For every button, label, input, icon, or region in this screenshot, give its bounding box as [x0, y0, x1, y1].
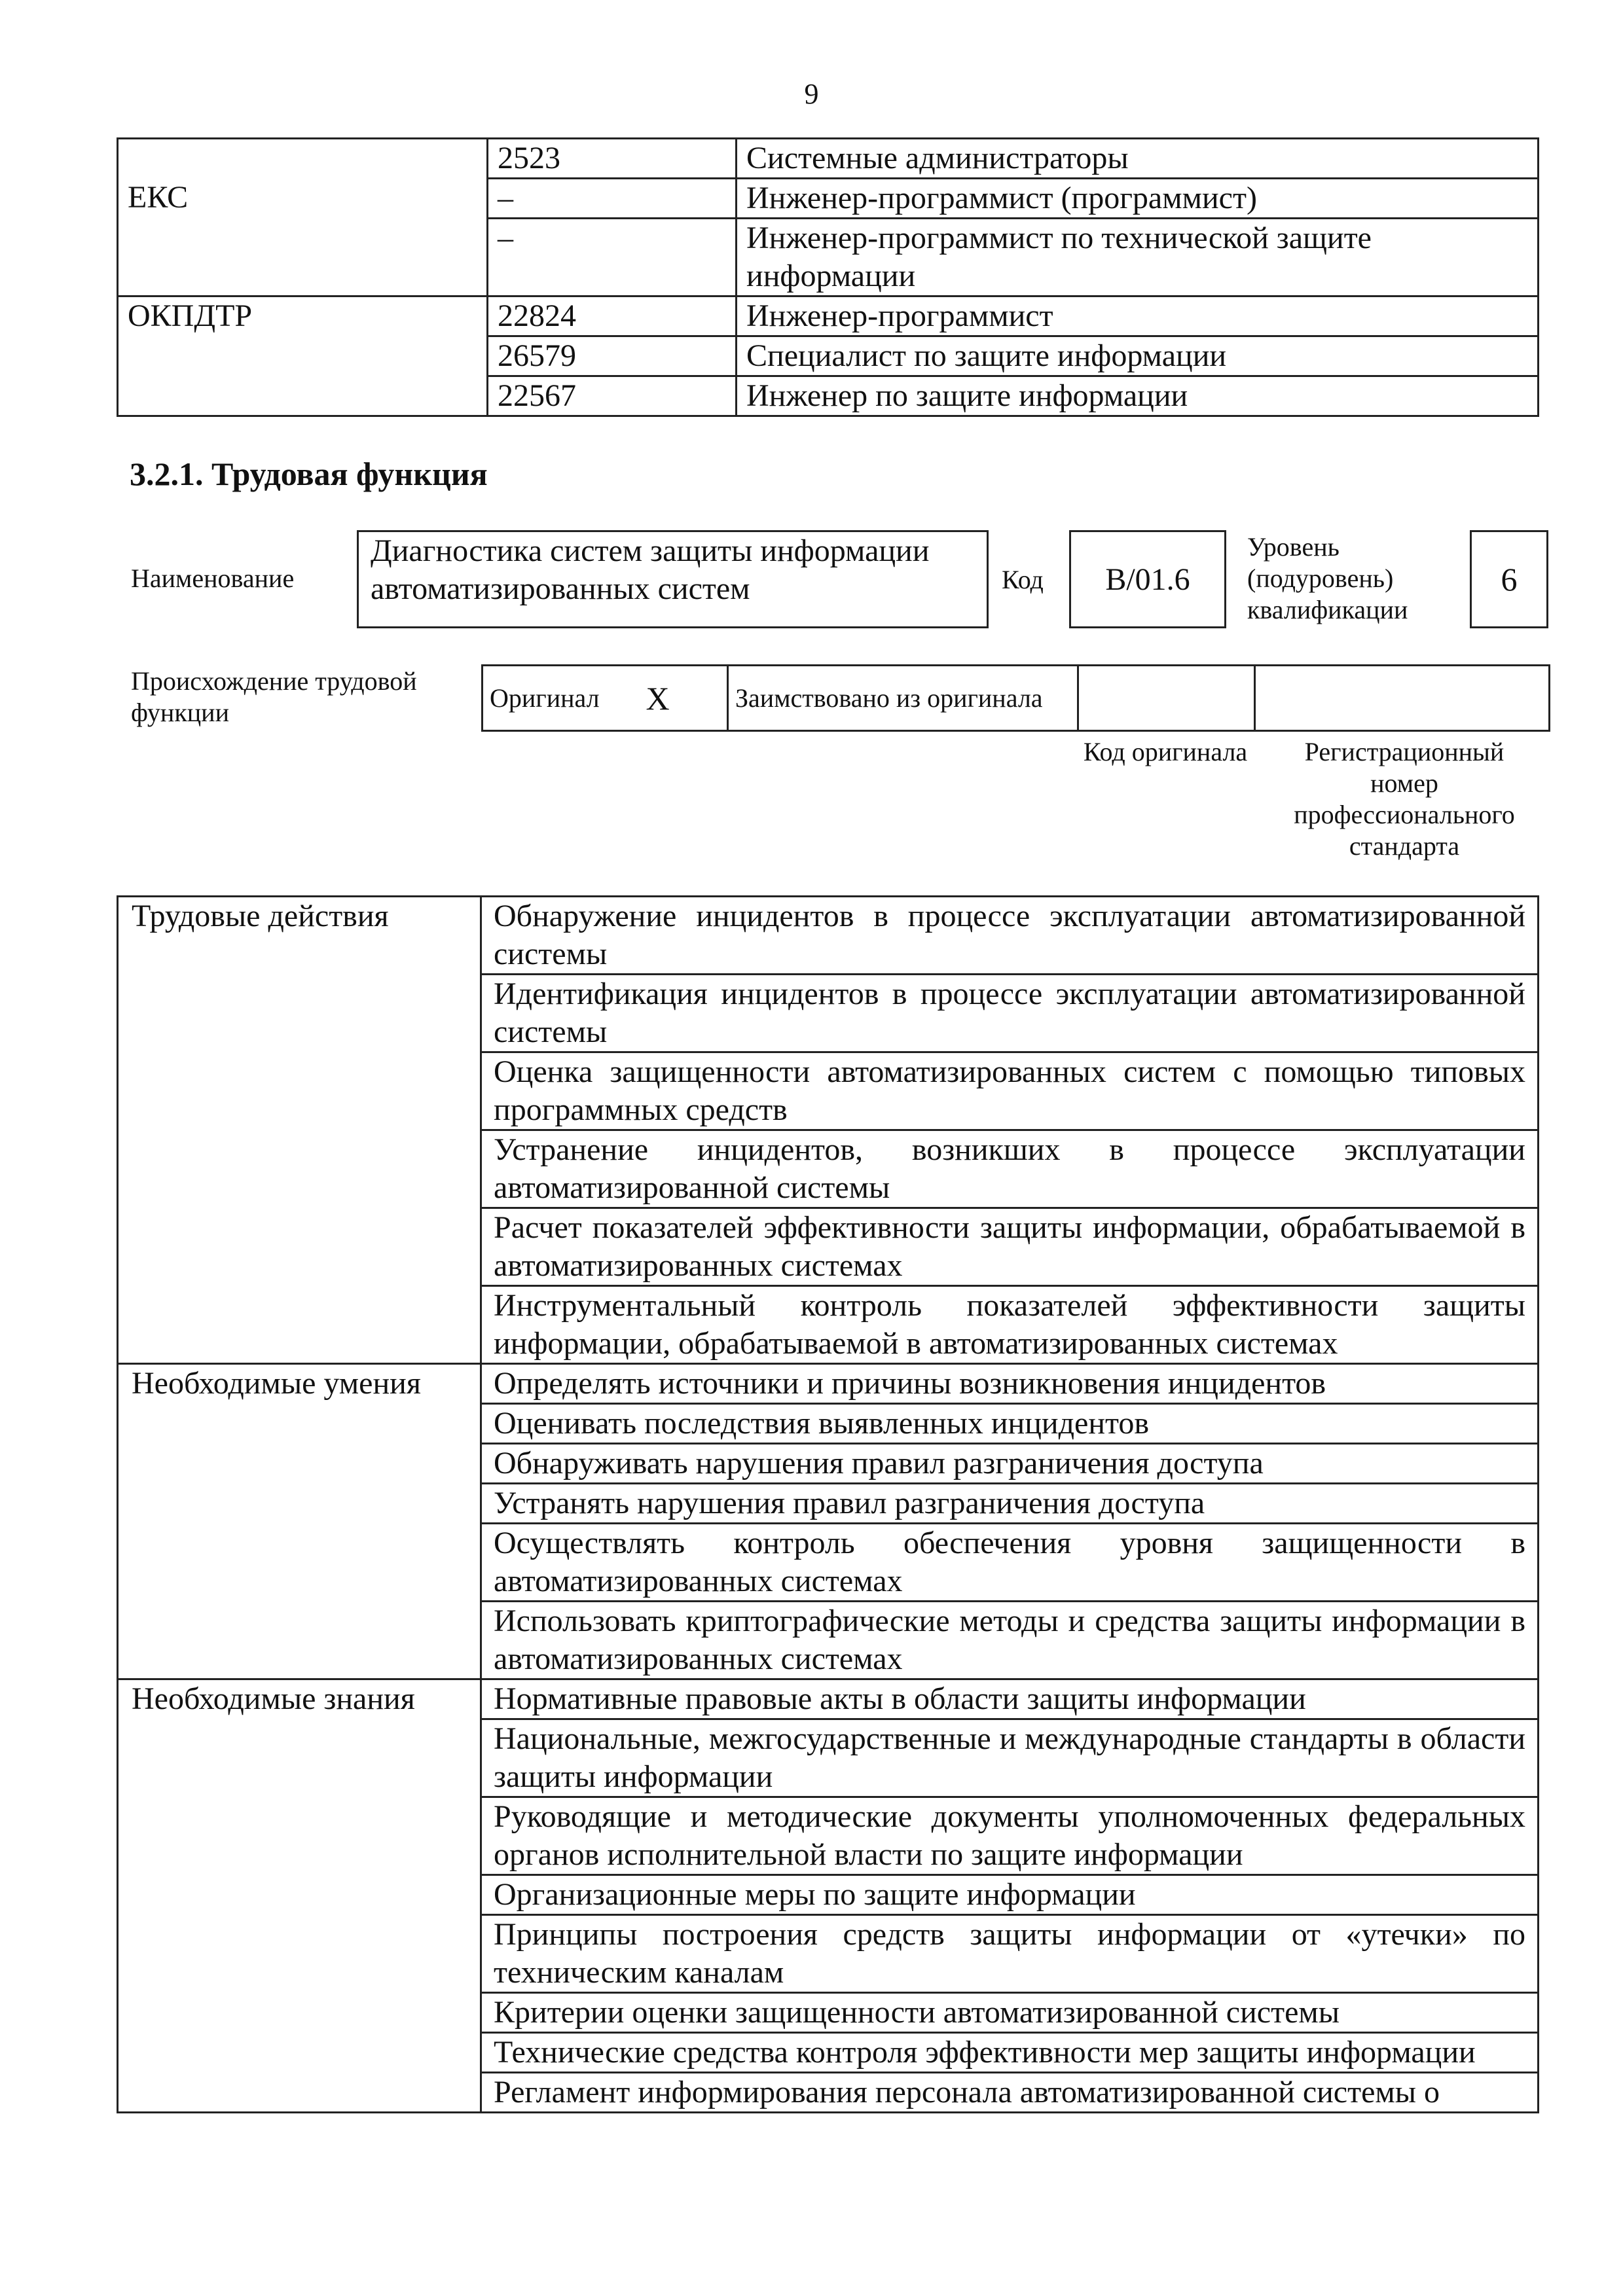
function-name-text: Диагностика систем защиты информации автоматизированных систем [371, 533, 930, 606]
table-row [118, 1286, 1539, 1364]
action-item: Обнаружение инцидентов в процессе эксплуатации автоматизированной системы [481, 897, 1539, 975]
table-row [118, 1364, 1539, 1404]
action-item: Инструментальный контроль показателей эффективности защиты информации, обрабатываемой в автоматизированных системах [481, 1286, 1539, 1364]
table-row [118, 1484, 1539, 1524]
code-label: Код [1002, 565, 1044, 594]
skill-item: Устранять нарушения правил разграничения доступа [481, 1484, 1539, 1524]
table-row [118, 179, 1539, 219]
table-cell [118, 1993, 481, 2033]
page-number: 9 [804, 78, 819, 110]
function-details-table [117, 895, 1539, 2113]
table-row [118, 1524, 1539, 1602]
table-cell [118, 1404, 481, 1444]
table-row [118, 2033, 1539, 2073]
table-cell: Специалист по защите информации [737, 336, 1539, 376]
table-cell [118, 2033, 481, 2073]
origin-label: Происхождение трудовой функции [131, 666, 417, 727]
table-cell: 26579 [488, 336, 737, 376]
original-mark: X [640, 666, 728, 731]
table-row [118, 1208, 1539, 1286]
knowledge-item: Принципы построения средств защиты информации от «утечки» по техническим каналам [481, 1915, 1539, 1993]
table-row [118, 376, 1539, 416]
table-cell: Системные администраторы [737, 139, 1539, 179]
action-item: Устранение инцидентов, возникших в процессе эксплуатации автоматизированной системы [481, 1130, 1539, 1208]
table-cell [118, 1444, 481, 1484]
knowledge-item: Организационные меры по защите информации [481, 1875, 1539, 1915]
level-label: Уровень (подуровень) квалификации [1247, 532, 1408, 624]
table-cell [118, 1286, 481, 1364]
knowledge-item: Регламент информирования персонала автоматизированной системы о [481, 2073, 1539, 2113]
skill-item: Обнаруживать нарушения правил разграничения доступа [481, 1444, 1539, 1484]
function-code [1069, 530, 1226, 628]
table-row [483, 666, 1550, 731]
knowledge-item: Нормативные правовые акты в области защиты информации [481, 1679, 1539, 1719]
registration-caption: Регистрационный номер профессионального стандарта [1294, 737, 1515, 861]
table-row [118, 336, 1539, 376]
table-cell: 2523 [488, 139, 737, 179]
knowledge-item: Критерии оценки защищенности автоматизированной системы [481, 1993, 1539, 2033]
classification-table [117, 137, 1539, 417]
origin-table [481, 664, 1550, 732]
table-cell [118, 1915, 481, 1993]
table-row [118, 296, 1539, 336]
section-title: 3.2.1. Трудовая функция [130, 456, 488, 492]
knowledge-item: Национальные, межгосударственные и международные стандарты в области защиты информации [481, 1719, 1539, 1797]
function-code-text: B/01.6 [1105, 562, 1190, 597]
skills-label: Необходимые умения [118, 1364, 481, 1404]
table-row [118, 1915, 1539, 1993]
table-cell: 22824 [488, 296, 737, 336]
table-cell: – [488, 179, 737, 219]
knowledge-item: Технические средства контроля эффективности мер защиты информации [481, 2033, 1539, 2073]
action-item: Идентификация инцидентов в процессе эксплуатации автоматизированной системы [481, 975, 1539, 1052]
name-label: Наименование [131, 564, 295, 593]
qualification-level-text: 6 [1501, 561, 1518, 598]
table-cell [118, 1875, 481, 1915]
table-row [118, 1444, 1539, 1484]
table-cell [118, 975, 481, 1052]
table-cell: Инженер-программист по технической защите информации [737, 219, 1539, 296]
table-cell [118, 1524, 481, 1602]
registration-number-cell [1255, 666, 1550, 731]
table-cell: ЕКС [118, 179, 488, 219]
table-cell: Инженер по защите информации [737, 376, 1539, 416]
table-cell [118, 376, 488, 416]
table-row [118, 1797, 1539, 1875]
table-row [118, 219, 1539, 296]
table-cell: Инженер-программист (программист) [737, 179, 1539, 219]
knowledge-label: Необходимые знания [118, 1679, 481, 1719]
knowledge-item: Руководящие и методические документы уполномоченных федеральных органов исполнительной власти по защите информации [481, 1797, 1539, 1875]
skill-item: Оценивать последствия выявленных инцидентов [481, 1404, 1539, 1444]
table-row [118, 1875, 1539, 1915]
skill-item: Осуществлять контроль обеспечения уровня защищенности в автоматизированных системах [481, 1524, 1539, 1602]
action-item: Оценка защищенности автоматизированных систем с помощью типовых программных средств [481, 1052, 1539, 1130]
table-row [118, 2073, 1539, 2113]
table-cell: ОКПДТР [118, 296, 488, 336]
table-row [118, 1130, 1539, 1208]
table-row [118, 139, 1539, 179]
function-name [357, 530, 989, 628]
skill-item: Определять источники и причины возникновения инцидентов [481, 1364, 1539, 1404]
skill-item: Использовать криптографические методы и средства защиты информации в автоматизированных системах [481, 1602, 1539, 1679]
table-row [118, 1993, 1539, 2033]
qualification-level [1470, 530, 1548, 628]
table-cell [118, 1719, 481, 1797]
action-item: Расчет показателей эффективности защиты информации, обрабатываемой в автоматизированных системах [481, 1208, 1539, 1286]
table-cell [118, 219, 488, 296]
code-original-caption: Код оригинала [1083, 737, 1248, 766]
table-cell: 22567 [488, 376, 737, 416]
table-cell: Инженер-программист [737, 296, 1539, 336]
table-cell [118, 2073, 481, 2113]
table-cell: – [488, 219, 737, 296]
table-cell [118, 1208, 481, 1286]
table-row [118, 1719, 1539, 1797]
table-row [118, 1602, 1539, 1679]
actions-label: Трудовые действия [118, 897, 481, 975]
table-cell [118, 336, 488, 376]
table-cell [118, 1602, 481, 1679]
table-cell [118, 1052, 481, 1130]
table-row [118, 1404, 1539, 1444]
table-cell [118, 1484, 481, 1524]
table-row [118, 897, 1539, 975]
original-code-cell [1078, 666, 1255, 731]
table-cell [118, 139, 488, 179]
original-label: Оригинал [483, 666, 640, 731]
table-row [118, 975, 1539, 1052]
borrowed-label: Заимствовано из оригинала [728, 666, 1078, 731]
table-row [118, 1679, 1539, 1719]
table-cell [118, 1797, 481, 1875]
table-row [118, 1052, 1539, 1130]
table-cell [118, 1130, 481, 1208]
